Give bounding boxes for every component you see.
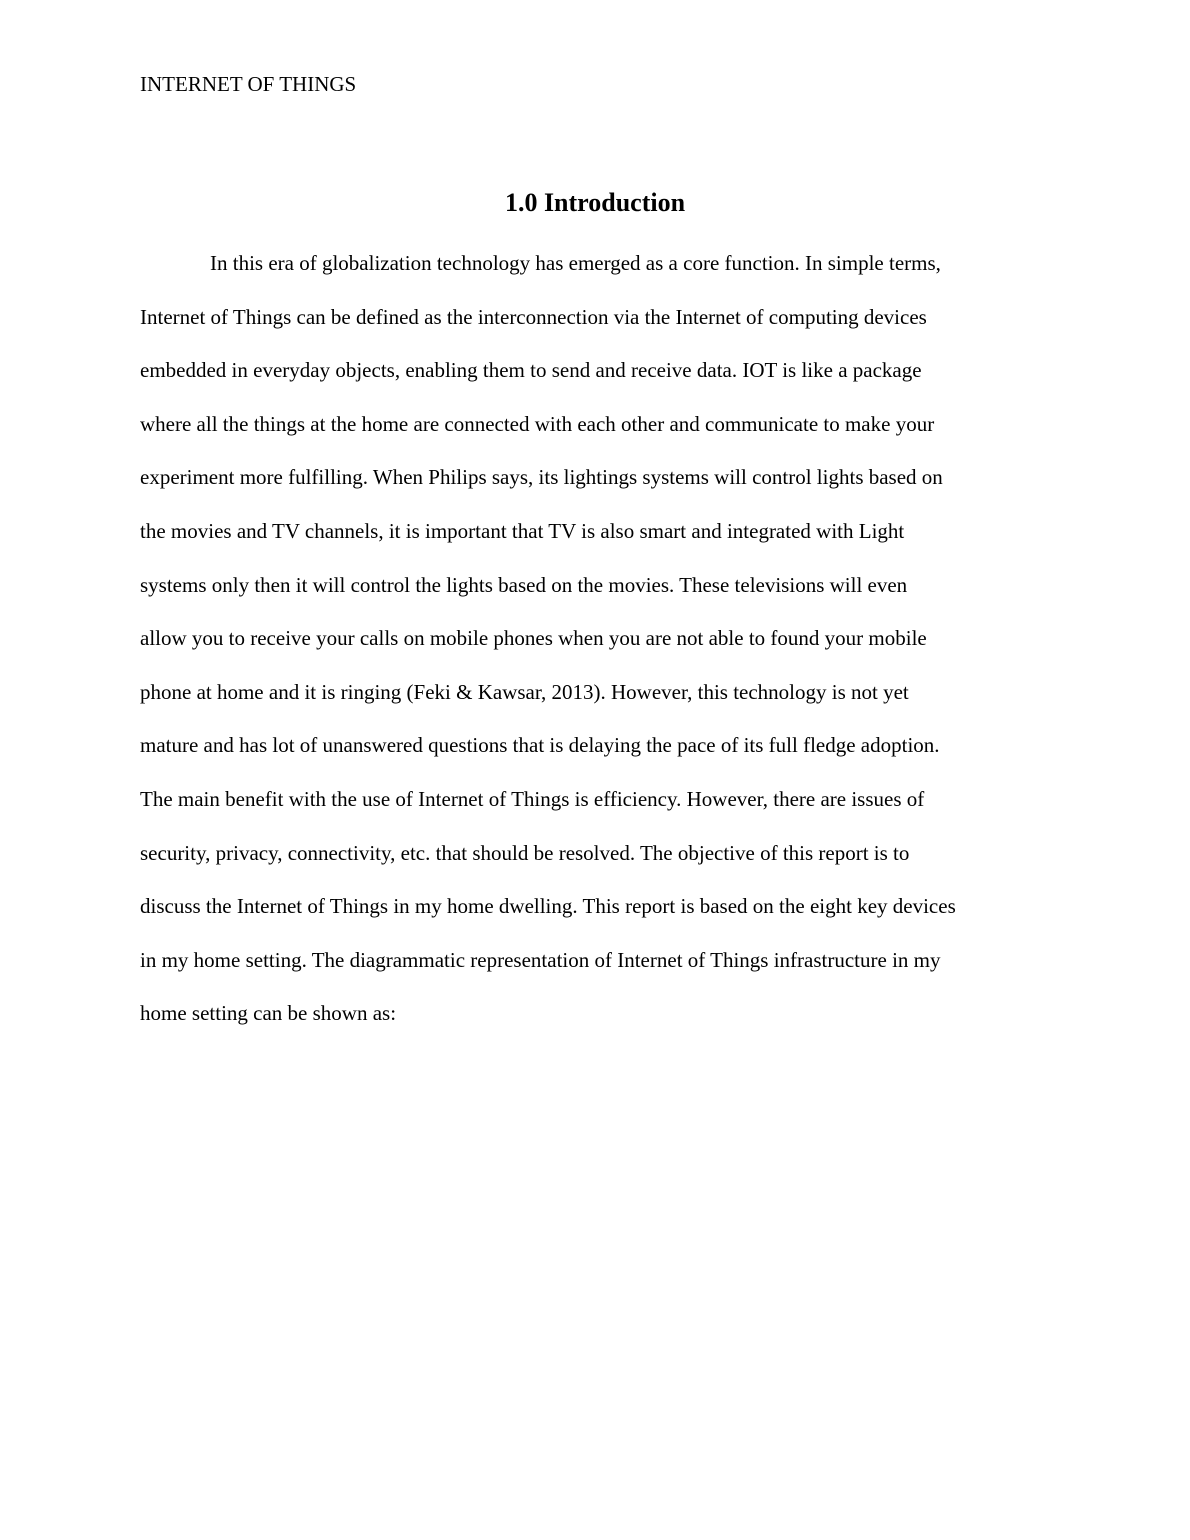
paragraph-line: security, privacy, connectivity, etc. that should be resolved. The objective of this report is to <box>140 840 910 865</box>
paragraph-line: embedded in everyday objects, enabling them to send and receive data. IOT is like a package <box>140 358 922 383</box>
paragraph-line: where all the things at the home are connected with each other and communicate to make your <box>140 411 935 436</box>
paragraph-line: experiment more fulfilling. When Philips says, its lightings systems will control lights based on <box>140 465 943 490</box>
paragraph-line: systems only then it will control the lights based on the movies. These televisions will even <box>140 572 908 597</box>
paragraph-line: in my home setting. The diagrammatic representation of Internet of Things infrastructure in my <box>140 947 941 972</box>
paragraph-line: Internet of Things can be defined as the interconnection via the Internet of computing devices <box>140 304 927 329</box>
paragraph-line: phone at home and it is ringing (Feki & Kawsar, 2013). However, this technology is not yet <box>140 679 909 704</box>
paragraph-line: The main benefit with the use of Internet of Things is efficiency. However, there are issues of <box>140 786 925 811</box>
paragraph-line: mature and has lot of unanswered questions that is delaying the pace of its full fledge adoption. <box>140 733 940 758</box>
paragraph-line: allow you to receive your calls on mobile phones when you are not able to found your mobile <box>140 626 927 651</box>
section-title: 1.0 Introduction <box>504 188 686 217</box>
paragraph-line: the movies and TV channels, it is important that TV is also smart and integrated with Light <box>140 518 905 543</box>
paragraph-line: home setting can be shown as: <box>140 1001 397 1026</box>
paragraph-line: In this era of globalization technology has emerged as a core function. In simple terms, <box>210 251 941 275</box>
paragraph-line: discuss the Internet of Things in my home dwelling. This report is based on the eight key devices <box>140 894 956 919</box>
running-head: INTERNET OF THINGS <box>140 72 357 96</box>
introduction-paragraph <box>140 237 1060 1041</box>
